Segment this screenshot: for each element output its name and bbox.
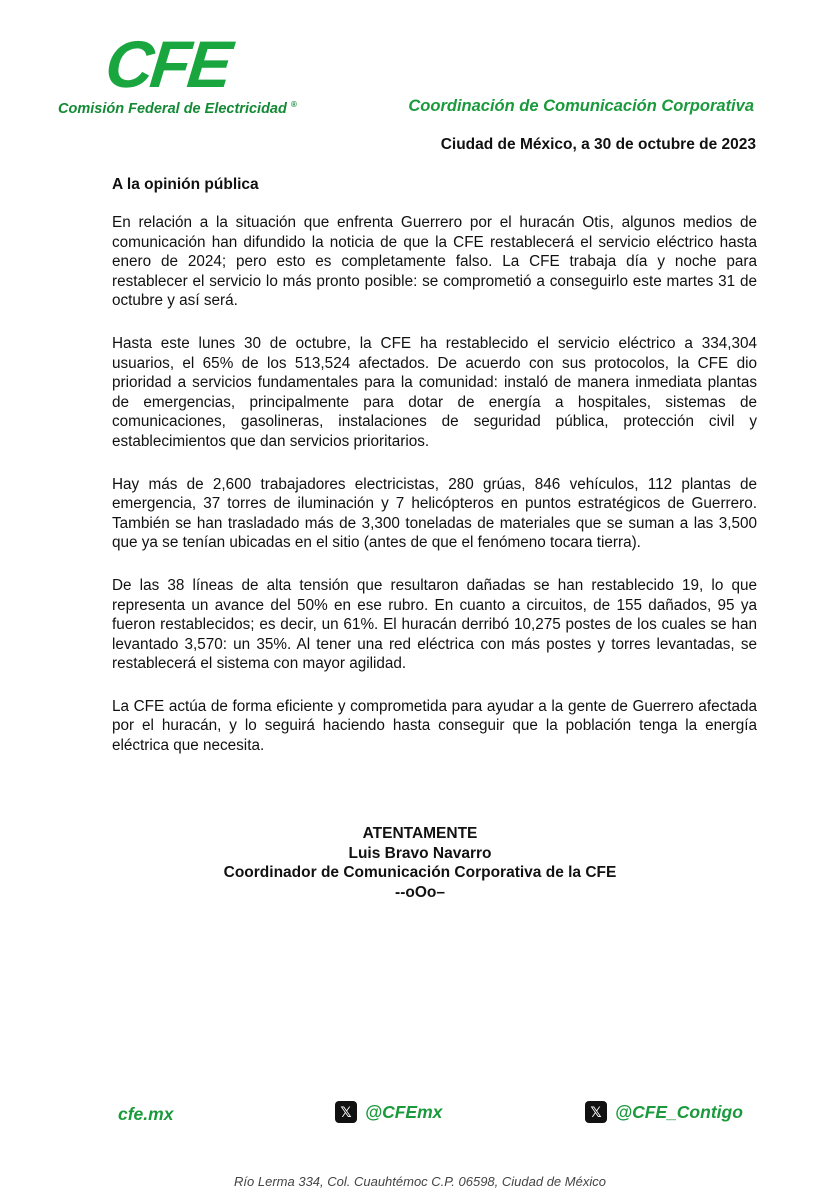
closing-text: ATENTAMENTE — [362, 825, 478, 842]
x-handle-cfemx[interactable] — [335, 1101, 442, 1123]
cfe-logo — [58, 27, 297, 117]
x-logo-icon: 𝕏 — [335, 1101, 357, 1123]
x-logo-icon: 𝕏 — [585, 1101, 607, 1123]
letter-body — [112, 213, 757, 779]
x-handle-cfe-contigo-label: @CFE_Contigo — [615, 1101, 743, 1122]
body-paragraph-5: La CFE actúa de forma eficiente y comprometida para ayudar a la gente de Guerrero afectada por el huracán, y lo seguirá haciendo hasta conseguir que la población tenga la energía eléctrica que necesita. — [112, 697, 757, 755]
end-mark: --oOo– — [395, 883, 445, 901]
department-header: Coordinación de Comunicación Corporativa — [408, 97, 754, 115]
registered-mark: ® — [290, 100, 297, 109]
signer-title: Coordinador de Comunicación Corporativa de la CFE — [223, 864, 617, 881]
letter-date: Ciudad de México, a 30 de octubre de 2023 — [440, 136, 756, 153]
signature-block — [0, 824, 840, 902]
footer-links — [0, 1101, 840, 1133]
logo-subtitle-text: Comisión Federal de Electricidad — [58, 100, 287, 117]
body-paragraph-4: De las 38 líneas de alta tensión que resultaron dañadas se han restablecido 19, lo que representa un avance del 50% en ese rubro. En cuanto a circuitos, de 155 dañados, 95 ya fueron restablecidos; es decir, un 61%. El huracán derribó 10,275 postes de los cuales se han levantado 3,570: un 35%. Al tener una red eléctrica con más postes y torres levantadas, se restablecerá el sistema con mayor agilidad. — [112, 576, 757, 673]
body-paragraph-1: En relación a la situación que enfrenta Guerrero por el huracán Otis, algunos medios de comunicación han difundido la noticia de que la CFE restablecerá el servicio eléctrico hasta enero de 2024; pero esto es completamente falso. La CFE trabaja día y noche para restablecer el servicio lo más pronto posible: se comprometió a conseguirlo este martes 31 de octubre y así será. — [112, 214, 757, 310]
body-paragraph-3: Hay más de 2,600 trabajadores electricistas, 280 grúas, 846 vehículos, 112 plantas de emergencia, 37 torres de iluminación y 7 helicópteros en puntos estratégicos de Guerrero. También se han trasladado más de 3,300 toneladas de materiales que se suman a las 3,500 que ya se tenían ubicadas en el sitio (antes de que el fenómeno tocara tierra). — [112, 475, 757, 552]
footer-address: Río Lerma 334, Col. Cuauhtémoc C.P. 06598, Ciudad de México — [234, 1174, 606, 1189]
logo-subtitle — [58, 100, 297, 117]
logo-wordmark: CFE — [102, 27, 233, 101]
letter-salutation: A la opinión pública — [112, 176, 259, 193]
body-paragraph-2: Hasta este lunes 30 de octubre, la CFE ha restablecido el servicio eléctrico a 334,304 usuarios, el 65% de los 513,524 afectados. De acuerdo con sus protocolos, la CFE dio prioridad a servicios fundamentales para la comunidad: instaló de manera inmediata plantas de emergencias, principalmente para dotar de energía a hospitales, sistemas de comunicaciones, gasolineras, instalaciones de seguridad pública, protección civil y establecimientos que dan servicios prioritarios. — [112, 334, 757, 450]
signer-name: Luis Bravo Navarro — [348, 844, 492, 862]
x-handle-cfemx-label: @CFEmx — [365, 1101, 443, 1122]
website-link[interactable]: cfe.mx — [118, 1104, 174, 1124]
x-handle-cfe-contigo[interactable] — [585, 1101, 743, 1123]
